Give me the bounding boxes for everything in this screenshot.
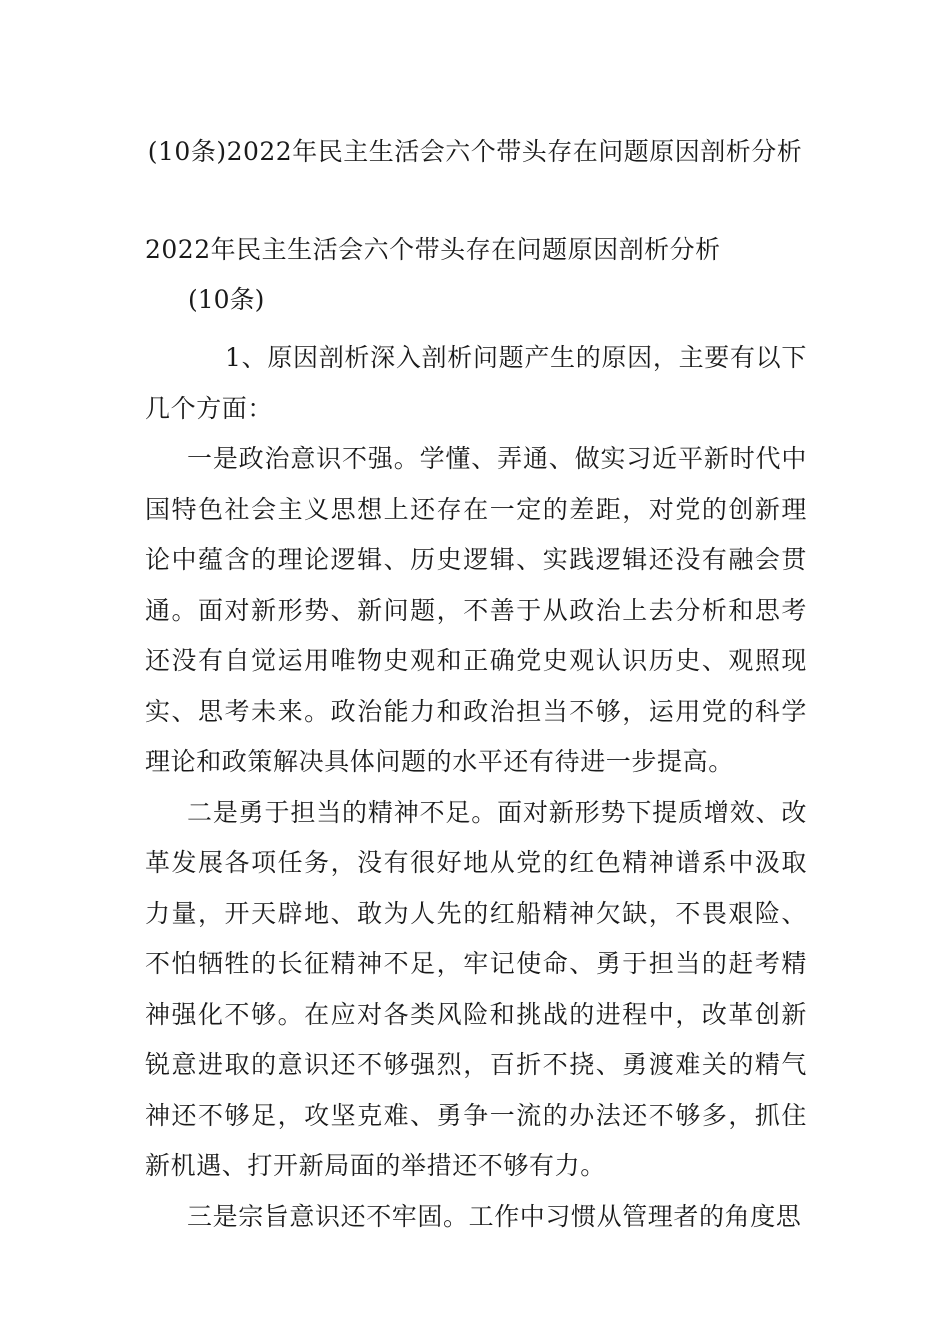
paragraph-responsibility-spirit: 二是勇于担当的精神不足。面对新形势下提质增效、改革发展各项任务，没有很好地从党的红色精神谱系中汲取力量，开天辟地、敢为人先的红船精神欠缺，不畏艰险、不怕牺牲的长征精神不足，牢记使命、勇于担当的赶考精神强化不够。在应对各类风险和挑战的进程中，改革创新锐意进取的意识还不够强烈，百折不挠、勇渡难关的精气神还不够足，攻坚克难、勇争一流的办法还不够多，抓住新机遇、打开新局面的举措还不够有力。 <box>145 797 807 1180</box>
document-subtitle: 2022年民主生活会六个带头存在问题原因剖析分析 <box>145 235 721 264</box>
paragraph-political-awareness: 一是政治意识不强。学懂、弄通、做实习近平新时代中国特色社会主义思想上还存在一定的差距，对党的创新理论中蕴含的理论逻辑、历史逻辑、实践逻辑还没有融会贯通。面对新形势、新问题，不善于从政治上去分析和思考还没有自觉运用唯物史观和正确党史观认识历史、观照现实、思考未来。政治能力和政治担当不够，运用党的科学理论和政策解决具体问题的水平还有待进一步提高。 <box>145 444 807 776</box>
paragraph-purpose-awareness: 三是宗旨意识还不牢固。工作中习惯从管理者的角度思 <box>187 1201 802 1231</box>
item-count-note: (10条) <box>188 285 265 314</box>
document-title: (10条)2022年民主生活会六个带头存在问题原因剖析分析 <box>147 137 803 166</box>
document-body <box>145 333 807 1242</box>
paragraph-intro: 1、原因剖析深入剖析问题产生的原因，主要有以下几个方面： <box>145 343 807 423</box>
